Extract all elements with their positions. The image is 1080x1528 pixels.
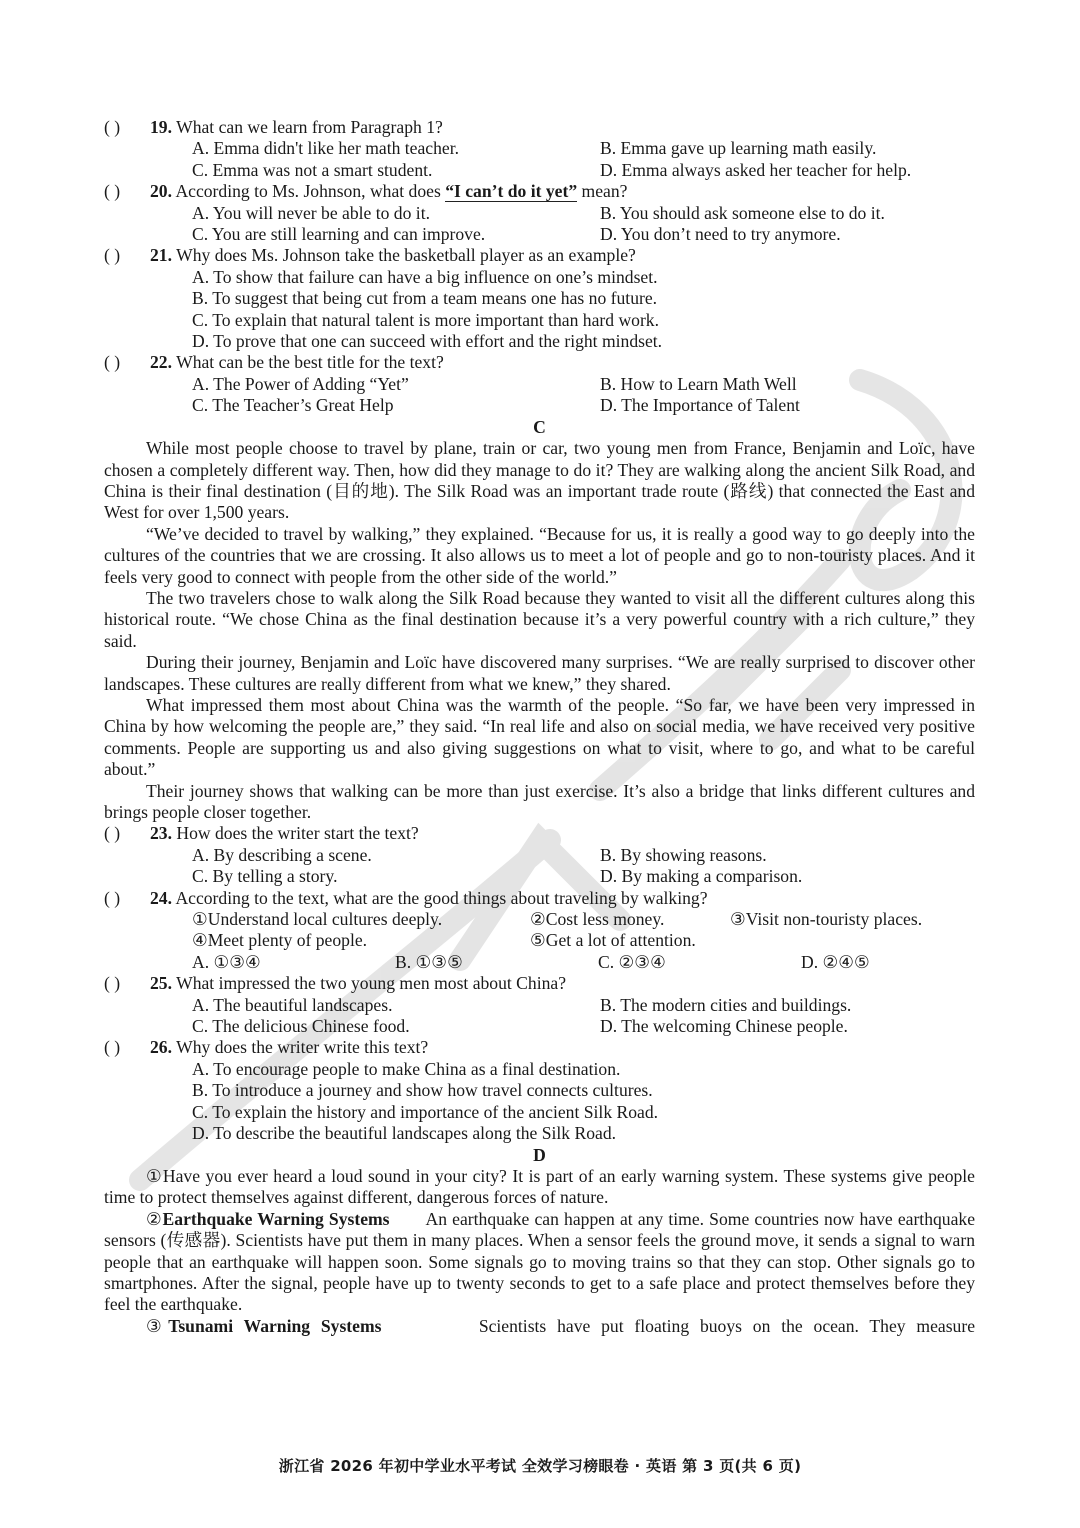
option-b: B. The modern cities and buildings. xyxy=(600,994,852,1015)
question-stem: Why does the writer write this text? xyxy=(176,1037,429,1058)
passage-c-paragraph-1: While most people choose to travel by plane, train or car, two young men from France, Benjamin and Loïc, have chosen a completely different way. Then, how did they manage to do it? They are walking along the ancient Silk Road, and China is their final destination (目的地). The Silk Road was an important trade route (路线) that connected the East and West for over 1,500 years. xyxy=(104,438,975,523)
paragraph-marker: ③ xyxy=(146,1315,169,1336)
option-b: B. ①③⑤ xyxy=(395,951,463,972)
option-c: C. ②③④ xyxy=(598,951,666,972)
option-d: D. Emma always asked her teacher for help. xyxy=(600,159,912,180)
answer-blank[interactable]: ( ) xyxy=(104,117,121,137)
answer-blank[interactable]: ( ) xyxy=(104,1037,121,1058)
question-23 xyxy=(104,823,975,844)
option-b: B. Emma gave up learning math easily. xyxy=(600,138,877,159)
option-a: A. Emma didn't like her math teacher. xyxy=(192,138,459,159)
statement-2: ②Cost less money. xyxy=(530,909,665,930)
question-stem: What can we learn from Paragraph 1? xyxy=(176,117,443,137)
statement-1: ①Understand local cultures deeply. xyxy=(192,909,443,930)
question-21 xyxy=(104,245,975,266)
statement-3: ③Visit non-touristy places. xyxy=(730,909,923,930)
passage-d-paragraph-3 xyxy=(104,1316,975,1337)
passage-c-paragraph-5: What impressed them most about China was the warmth of the people. “So far, we have been very impressed in China by how welcoming the people are,” they said. “In real life and also on social media, we have received very positive comments. People are supporting us and also giving suggestions on what to visit, where to go, and what to be careful about.” xyxy=(104,694,975,780)
answer-blank[interactable]: ( ) xyxy=(104,181,121,202)
question-number: 22. xyxy=(150,352,172,373)
paragraph-text: An earthquake can happen at any time. Some countries now have earthquake sensors (传感器). Scientists have put them in many places. When a sensor feels the ground move, it sends a signal to warn people that an earthquake will happen soon. Some signals go to moving trains so that they can stop. Other signals go to smartphones. After the signal, people have up to twenty seconds to get to a safe place and protect themselves before they feel the earthquake. xyxy=(104,1208,975,1315)
subheading-earthquake: Earthquake Warning Systems xyxy=(162,1208,390,1229)
passage-c-paragraph-2: “We’ve decided to travel by walking,” they explained. “Because for us, it is really a good way to go deeply into the cultures of the countries that we are crossing. It also allows us to meet a lot of people and go to non-touristy places. And it feels very good to connect with people from the other side of the world.” xyxy=(104,523,975,587)
question-stem: How does the writer start the text? xyxy=(176,823,419,844)
underlined-phrase: “I can’t do it yet” xyxy=(445,181,578,202)
question-stem: According to Ms. Johnson, what does xyxy=(175,181,446,202)
subheading-tsunami: Tsunami Warning Systems xyxy=(168,1315,382,1336)
option-d: D. To describe the beautiful landscapes along the Silk Road. xyxy=(192,1123,617,1144)
statement-4: ④Meet plenty of people. xyxy=(192,930,368,951)
option-c: C. To explain the history and importance of the ancient Silk Road. xyxy=(192,1101,659,1122)
option-b: B. How to Learn Math Well xyxy=(600,373,797,394)
statement-5: ⑤Get a lot of attention. xyxy=(530,930,696,951)
passage-c-paragraph-3: The two travelers chose to walk along the Silk Road because they wanted to visit all the different cultures along this historical route. “We chose China as the final destination because it’s a very powerful country with a rich culture,” they said. xyxy=(104,587,975,651)
question-stem: What impressed the two young men most about China? xyxy=(176,973,567,994)
question-24 xyxy=(104,888,975,909)
question-26 xyxy=(104,1037,975,1058)
option-c: C. Emma was not a smart student. xyxy=(192,159,433,180)
question-number: 23. xyxy=(150,823,172,844)
option-b: B. You should ask someone else to do it. xyxy=(600,202,885,223)
question-number: 20. xyxy=(150,181,172,202)
question-stem-end: mean? xyxy=(577,181,628,202)
option-a: A. To show that failure can have a big influence on one’s mindset. xyxy=(192,266,658,287)
option-c: C. The Teacher’s Great Help xyxy=(192,395,394,416)
page-footer: 浙江省 2026 年初中学业水平考试 全效学习榜眼卷 · 英语 第 3 页(共 6 页) xyxy=(278,1457,802,1475)
question-stem: Why does Ms. Johnson take the basketball player as an example? xyxy=(176,245,636,266)
passage-c-paragraph-6: Their journey shows that walking can be more than just exercise. It’s also a bridge that links different cultures and brings people closer together. xyxy=(104,780,975,822)
answer-blank[interactable]: ( ) xyxy=(104,245,121,266)
section-heading-c: C xyxy=(533,416,546,437)
option-a: A. ①③④ xyxy=(192,951,261,972)
question-number: 21. xyxy=(150,245,172,266)
passage-d-paragraph-2 xyxy=(104,1209,975,1316)
option-a: A. You will never be able to do it. xyxy=(192,202,430,223)
question-number: 19. xyxy=(150,117,172,137)
question-22 xyxy=(104,352,975,373)
exam-content xyxy=(104,117,975,1337)
section-heading-d: D xyxy=(533,1144,546,1165)
answer-blank[interactable]: ( ) xyxy=(104,823,121,844)
option-a: A. By describing a scene. xyxy=(192,844,372,865)
option-b: B. To suggest that being cut from a team means one has no future. xyxy=(192,288,658,309)
option-c: C. By telling a story. xyxy=(192,866,338,887)
question-19 xyxy=(104,117,975,138)
option-c: C. You are still learning and can improve. xyxy=(192,224,486,245)
question-number: 24. xyxy=(150,887,172,908)
answer-blank[interactable]: ( ) xyxy=(104,973,121,994)
question-stem: According to the text, what are the good things about traveling by walking? xyxy=(175,887,708,908)
answer-blank[interactable]: ( ) xyxy=(104,887,121,908)
option-b: B. To introduce a journey and show how travel connects cultures. xyxy=(192,1080,653,1101)
option-c: C. The delicious Chinese food. xyxy=(192,1016,410,1037)
question-stem: What can be the best title for the text? xyxy=(176,352,444,373)
question-25 xyxy=(104,973,975,994)
passage-c-paragraph-4: During their journey, Benjamin and Loïc have discovered many surprises. “We are really surprised to discover other landscapes. These cultures are really different from what we knew,” they shared. xyxy=(104,652,975,694)
question-number: 26. xyxy=(150,1037,172,1058)
option-d: D. You don’t need to try anymore. xyxy=(600,224,841,245)
option-a: A. To encourage people to make China as a final destination. xyxy=(192,1058,621,1079)
option-d: D. The welcoming Chinese people. xyxy=(600,1016,848,1037)
option-d: D. The Importance of Talent xyxy=(600,395,800,416)
question-number: 25. xyxy=(150,973,172,994)
paragraph-text: Scientists have put floating buoys on the ocean. They measure xyxy=(478,1315,976,1336)
option-c: C. To explain that natural talent is more important than hard work. xyxy=(192,309,660,330)
option-a: A. The Power of Adding “Yet” xyxy=(192,373,409,394)
option-d: D. To prove that one can succeed with effort and the right mindset. xyxy=(192,331,663,352)
passage-d-paragraph-1: ①Have you ever heard a loud sound in your city? It is part of an early warning system. These systems give people time to protect themselves against different, dangerous forces of nature. xyxy=(104,1165,975,1208)
answer-blank[interactable]: ( ) xyxy=(104,352,121,373)
question-20 xyxy=(104,181,975,202)
option-a: A. The beautiful landscapes. xyxy=(192,994,393,1015)
option-b: B. By showing reasons. xyxy=(600,844,767,865)
option-d: D. By making a comparison. xyxy=(600,866,803,887)
paragraph-marker: ② xyxy=(146,1208,163,1229)
option-d: D. ②④⑤ xyxy=(801,951,870,972)
